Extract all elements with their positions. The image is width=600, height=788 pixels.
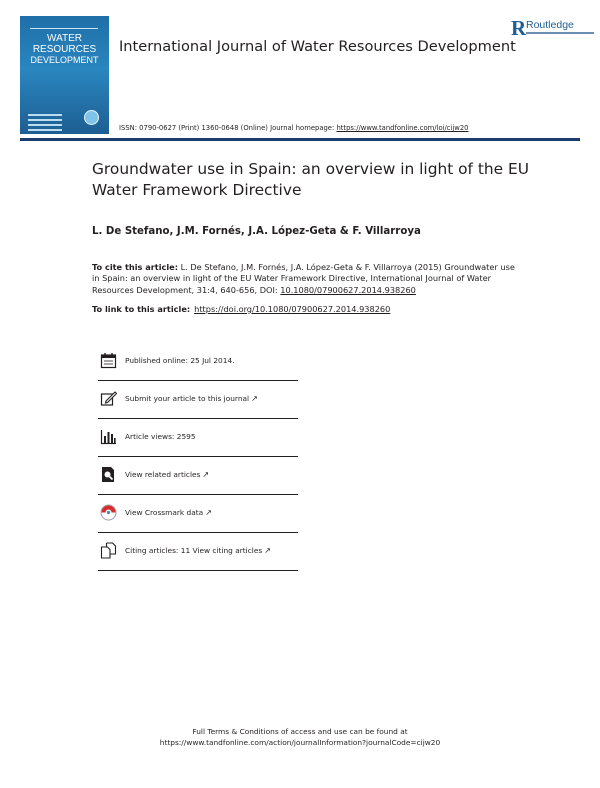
external-link-icon: ↗	[251, 394, 258, 403]
article-authors: L. De Stefano, J.M. Fornés, J.A. López-Geta & F. Villarroya	[92, 226, 421, 237]
related-articles-item[interactable]	[98, 457, 298, 495]
routledge-r-icon: R	[511, 16, 527, 40]
issn-line	[119, 124, 469, 132]
article-title: Groundwater use in Spain: an overview in light of the EU Water Framework Directive	[92, 160, 530, 199]
crossmark-text: View Crossmark data	[125, 508, 204, 517]
doi-link[interactable]: 10.1080/07900627.2014.938260	[280, 284, 416, 295]
journal-homepage-link[interactable]: https://www.tandfonline.com/loi/cijw20	[336, 124, 469, 132]
article-doi-url[interactable]: https://doi.org/10.1080/07900627.2014.938260	[194, 304, 391, 314]
published-online-item	[98, 343, 298, 381]
crossmark-item[interactable]	[98, 495, 298, 533]
publisher-name: Routledge	[526, 19, 574, 31]
article-views-text: Article views: 2595	[125, 432, 196, 441]
article-info-list	[98, 343, 298, 571]
pencil-icon	[100, 390, 117, 407]
submit-article-link[interactable]	[125, 394, 258, 403]
citing-articles-text: Citing articles: 11 View citing articles	[125, 546, 263, 555]
link-label: To link to this article:	[92, 304, 191, 314]
cover-title-line: WATER	[47, 33, 82, 44]
external-link-icon: ↗	[264, 546, 271, 555]
citing-articles-link[interactable]	[125, 546, 271, 555]
cover-title-line: RESOURCES	[32, 44, 97, 55]
routledge-logo[interactable]	[511, 17, 595, 41]
submit-article-text: Submit your article to this journal	[125, 394, 250, 403]
journal-cover-image	[20, 16, 109, 134]
header-divider	[20, 138, 580, 141]
journal-name[interactable]: International Journal of Water Resources Development	[119, 38, 516, 55]
terms-footer	[0, 726, 600, 748]
related-articles-text: View related articles	[125, 470, 201, 479]
crossmark-link[interactable]	[125, 508, 212, 517]
magnifier-icon	[100, 466, 117, 483]
published-online-text: Published online: 25 Jul 2014.	[125, 356, 235, 365]
journal-information-link[interactable]: https://www.tandfonline.com/action/journalInformation?journalCode=cijw20	[159, 738, 441, 747]
citation-text: L. De Stefano, J.M. Fornés, J.A. López-Geta & F. Villarroya (2015) Groundwater use in Spain: an overview in light of the EU Water Framework Directive, International Journal of Water Resources Development, 31:4, 640-656, DOI:	[92, 262, 515, 295]
cover-title-line: DEVELOPMENT	[30, 55, 99, 65]
external-link-icon: ↗	[202, 470, 210, 479]
footer-line-terms: Full Terms & Conditions of access and use can be found at	[192, 727, 408, 736]
submit-article-item[interactable]	[98, 381, 298, 419]
issn-text: ISSN: 0790-0627 (Print) 1360-0648 (Online) Journal homepage:	[119, 124, 337, 132]
citation-label: To cite this article:	[92, 262, 178, 272]
crossmark-icon	[100, 504, 117, 521]
bar-chart-icon	[100, 428, 117, 445]
calendar-icon	[100, 352, 117, 369]
cover-badge-icon	[84, 110, 99, 125]
related-articles-link[interactable]	[125, 470, 209, 479]
cover-title	[20, 33, 109, 66]
article-views-item	[98, 419, 298, 457]
citing-articles-item[interactable]	[98, 533, 298, 571]
documents-icon	[100, 542, 117, 559]
article-link-line	[92, 304, 390, 314]
external-link-icon: ↗	[205, 508, 212, 517]
citation-block	[92, 262, 522, 296]
